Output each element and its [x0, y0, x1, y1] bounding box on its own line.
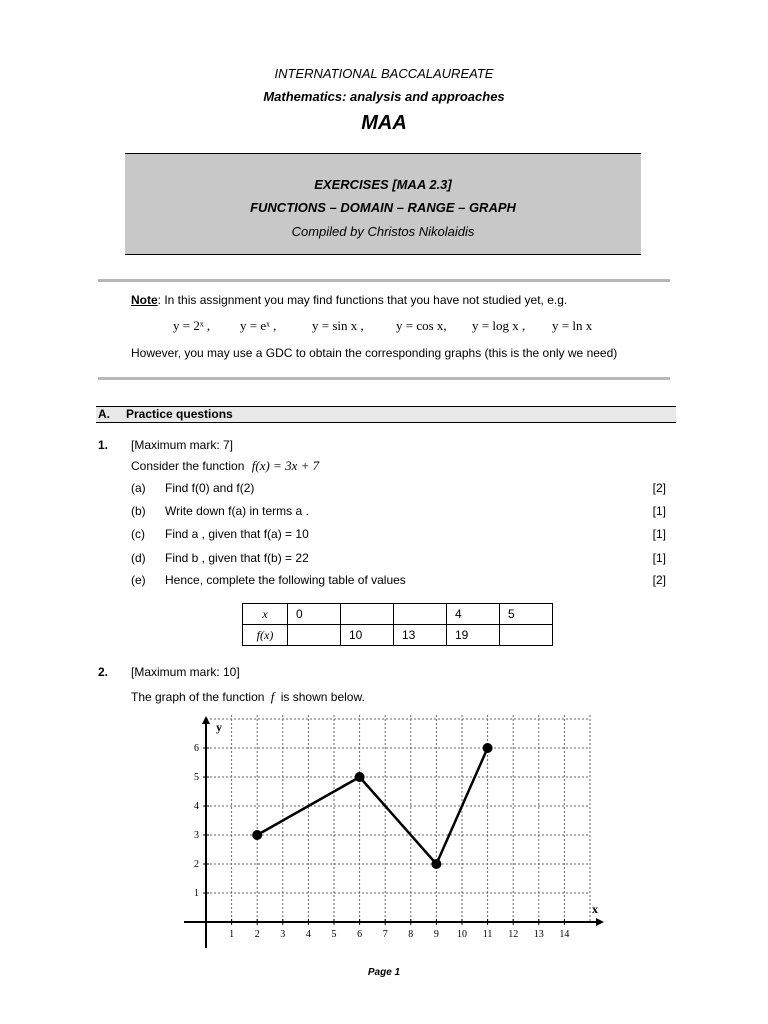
x-tick-label: 6: [357, 929, 363, 940]
table-cell: 19: [447, 625, 500, 646]
q1e-mark: [2]: [652, 573, 666, 587]
q2-intro-var: f: [270, 689, 275, 704]
tick-labels: [194, 720, 598, 940]
q1e-text: Hence, complete the following table of values: [165, 573, 406, 587]
table-cell: 10: [341, 625, 394, 646]
values-table: [242, 603, 553, 646]
note-line: [131, 293, 567, 307]
y-tick-label: 1: [194, 888, 199, 899]
grid-lines: [206, 715, 590, 922]
table-cell: [288, 625, 341, 646]
table-row: [243, 625, 553, 646]
q2-number: 2.: [98, 665, 109, 679]
data-point: [431, 859, 441, 869]
q1a-label: (a): [131, 481, 146, 495]
title-author: Compiled by Christos Nikolaidis: [291, 224, 475, 239]
data-point: [355, 772, 365, 782]
note-function-3: y = sin x ,: [312, 318, 364, 333]
table-header-x: x: [243, 604, 288, 625]
note-text: : In this assignment you may find functions that you have not studied yet, e.g.: [157, 293, 568, 307]
x-tick-label: 3: [280, 929, 286, 940]
y-tick-label: 5: [194, 772, 199, 783]
data-point: [483, 743, 493, 753]
x-tick-label: 1: [229, 929, 235, 940]
table-row: [243, 604, 553, 625]
x-axis-arrow: [596, 918, 604, 926]
q1a-text: Find f(0) and f(2): [165, 481, 255, 495]
x-tick-label: 2: [254, 929, 260, 940]
q1c-label: (c): [131, 527, 145, 541]
q1d-label: (d): [131, 551, 146, 565]
y-tick-label: 4: [194, 801, 199, 812]
table-header-fx: f(x): [243, 625, 288, 646]
note-function-1: y = 2ˣ ,: [173, 318, 211, 333]
q1-max-mark: [Maximum mark: 7]: [131, 438, 234, 452]
table-cell: 4: [447, 604, 500, 625]
divider-bottom: [98, 377, 670, 380]
page-number: Page 1: [367, 967, 401, 978]
x-tick-label: 4: [305, 929, 311, 940]
table-cell: 13: [394, 625, 447, 646]
note-function-4: y = cos x,: [396, 318, 447, 333]
section-title: Practice questions: [126, 407, 233, 421]
institution: INTERNATIONAL BACCALAUREATE: [274, 66, 494, 81]
table-cell: 0: [288, 604, 341, 625]
y-tick-label: 3: [194, 830, 199, 841]
q1-number: 1.: [98, 438, 109, 452]
y-tick-label: 6: [194, 743, 199, 754]
course-code: MAA: [361, 112, 407, 134]
y-axis-label: y: [216, 720, 222, 734]
q1-intro-math: f(x) = 3x + 7: [251, 458, 320, 473]
q1c-mark: [1]: [652, 527, 666, 541]
title-box: [125, 153, 641, 255]
q2-intro-after: is shown below.: [280, 690, 365, 704]
note-function-2: y = eˣ ,: [240, 318, 277, 333]
x-tick-label: 5: [331, 929, 337, 940]
x-tick-label: 13: [533, 929, 544, 940]
q1a-mark: [2]: [652, 481, 666, 495]
q1c-text: Find a , given that f(a) = 10: [165, 527, 309, 541]
y-tick-label: 2: [194, 859, 199, 870]
x-tick-label: 10: [457, 929, 467, 940]
table-cell: [394, 604, 447, 625]
x-tick-label: 8: [408, 929, 414, 940]
y-axis-arrow: [202, 716, 210, 724]
q1-intro: [131, 458, 319, 474]
x-tick-label: 9: [433, 929, 439, 940]
q2-intro: [131, 689, 365, 705]
section-bar: [96, 406, 676, 423]
table-cell: 5: [500, 604, 553, 625]
x-tick-label: 12: [508, 929, 519, 940]
x-tick-label: 11: [482, 929, 493, 940]
divider-top: [98, 279, 670, 282]
data-point: [252, 830, 262, 840]
note-function-5: y = log x ,: [472, 318, 526, 333]
note-function-6: y = ln x: [552, 318, 593, 333]
note-footer: However, you may use a GDC to obtain the corresponding graphs (this is the only we need): [131, 346, 618, 360]
x-axis-label: x: [592, 902, 598, 916]
table-cell: [500, 625, 553, 646]
x-tick-label: 14: [559, 929, 570, 940]
q1d-text: Find b , given that f(b) = 22: [165, 551, 309, 565]
course-name: Mathematics: analysis and approaches: [263, 89, 505, 104]
plot-area: [252, 743, 492, 869]
q1e-label: (e): [131, 573, 146, 587]
note-label: Note: [131, 293, 158, 307]
section-letter: A.: [98, 407, 110, 421]
title-topic: FUNCTIONS – DOMAIN – RANGE – GRAPH: [250, 200, 516, 215]
x-tick-label: 7: [382, 929, 388, 940]
q1d-mark: [1]: [652, 551, 666, 565]
q1b-label: (b): [131, 504, 146, 518]
axes: [184, 716, 604, 948]
q2-max-mark: [Maximum mark: 10]: [131, 665, 240, 679]
table-cell: [341, 604, 394, 625]
function-graph: [176, 714, 596, 954]
q1b-mark: [1]: [652, 504, 666, 518]
title-exercises: EXERCISES [MAA 2.3]: [314, 177, 452, 192]
q1-intro-text: Consider the function: [131, 459, 245, 473]
q2-intro-before: The graph of the function: [131, 690, 265, 704]
q1b-text: Write down f(a) in terms a .: [165, 504, 309, 518]
